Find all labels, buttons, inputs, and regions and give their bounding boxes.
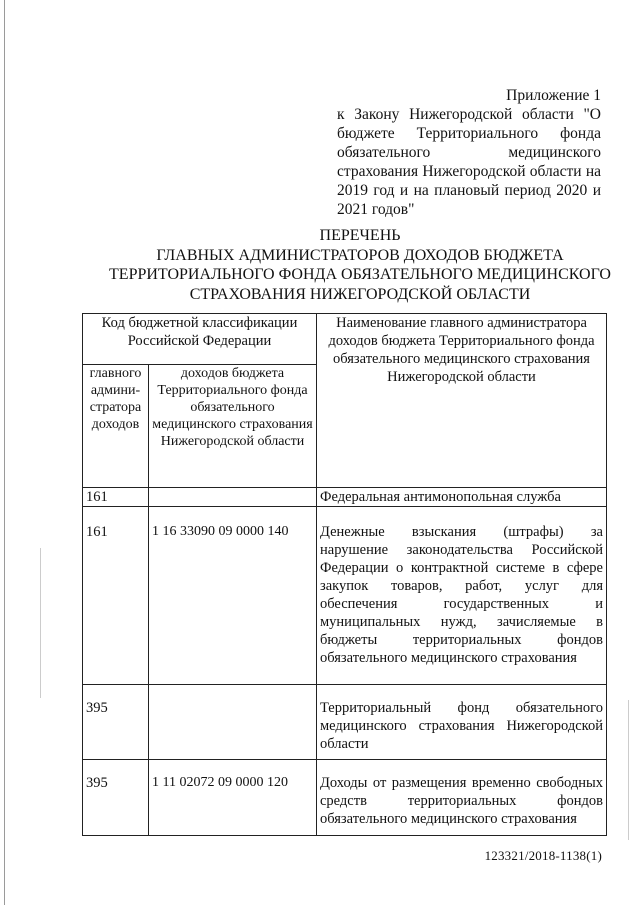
document-number: 123321/2018-1138(1) xyxy=(484,848,602,863)
title-line: СТРАХОВАНИЯ НИЖЕГОРОДСКОЙ ОБЛАСТИ xyxy=(189,285,531,303)
appendix-title: Приложение 1 xyxy=(506,87,601,104)
admin-code-cell: 161 xyxy=(83,507,149,685)
scan-artifact-line xyxy=(4,0,5,905)
name-cell: Доходы от размещения временно свободных средств территориальных фондов обязательного медицинского страхования xyxy=(317,760,607,836)
header-admin-code: главного админи-стратора доходов xyxy=(83,365,149,488)
table-row xyxy=(83,488,607,507)
title-line: ТЕРРИТОРИАЛЬНОГО ФОНДА ОБЯЗАТЕЛЬНОГО МЕДИЦИНСКОГО xyxy=(109,266,611,283)
header-code-classification: Код бюджетной классификации Российской Федерации xyxy=(83,314,317,365)
administrators-table xyxy=(82,313,607,836)
name-cell: Денежные взыскания (штрафы) за нарушение законодательства Российской Федерации о контрактной системе в сфере закупок товаров, работ, услуг для обеспечения государственных и муниципальных нужд, зачисляемые в бюджеты территориальных фондов обязательного медицинского страхования xyxy=(317,507,607,685)
admin-code-cell: 395 xyxy=(83,760,149,836)
table-row xyxy=(83,685,607,760)
name-cell: Территориальный фонд обязательного медицинского страхования Нижегородской области xyxy=(317,685,607,760)
income-code-cell xyxy=(149,488,317,507)
appendix-note xyxy=(337,86,601,219)
document-title xyxy=(60,226,640,304)
header-administrator-name: Наименование главного администратора доходов бюджета Территориального фонда обязательного медицинского страхования Нижегородской области xyxy=(317,314,607,488)
admin-code-cell: 395 xyxy=(83,685,149,760)
title-line: ПЕРЕЧЕНЬ xyxy=(319,227,401,244)
appendix-text: к Закону Нижегородской области "О бюджете Территориального фонда обязательного медицинского страхования Нижегородской области на 2019 год и на плановый период 2020 и 2021 годов" xyxy=(337,106,601,218)
scan-artifact-line xyxy=(628,700,629,840)
income-code-cell xyxy=(149,685,317,760)
scan-artifact-line xyxy=(40,548,41,698)
name-cell: Федеральная антимонопольная служба xyxy=(317,488,607,507)
header-row xyxy=(83,314,607,365)
income-code-cell: 1 11 02072 09 0000 120 xyxy=(149,760,317,836)
header-income-code: доходов бюджета Территориального фонда обязательного медицинского страхования Нижегородской области xyxy=(149,365,317,488)
table-row xyxy=(83,760,607,836)
title-line: ГЛАВНЫХ АДМИНИСТРАТОРОВ ДОХОДОВ БЮДЖЕТА xyxy=(156,246,564,264)
income-code-cell: 1 16 33090 09 0000 140 xyxy=(149,507,317,685)
admin-code-cell: 161 xyxy=(83,488,149,507)
table-row xyxy=(83,507,607,685)
